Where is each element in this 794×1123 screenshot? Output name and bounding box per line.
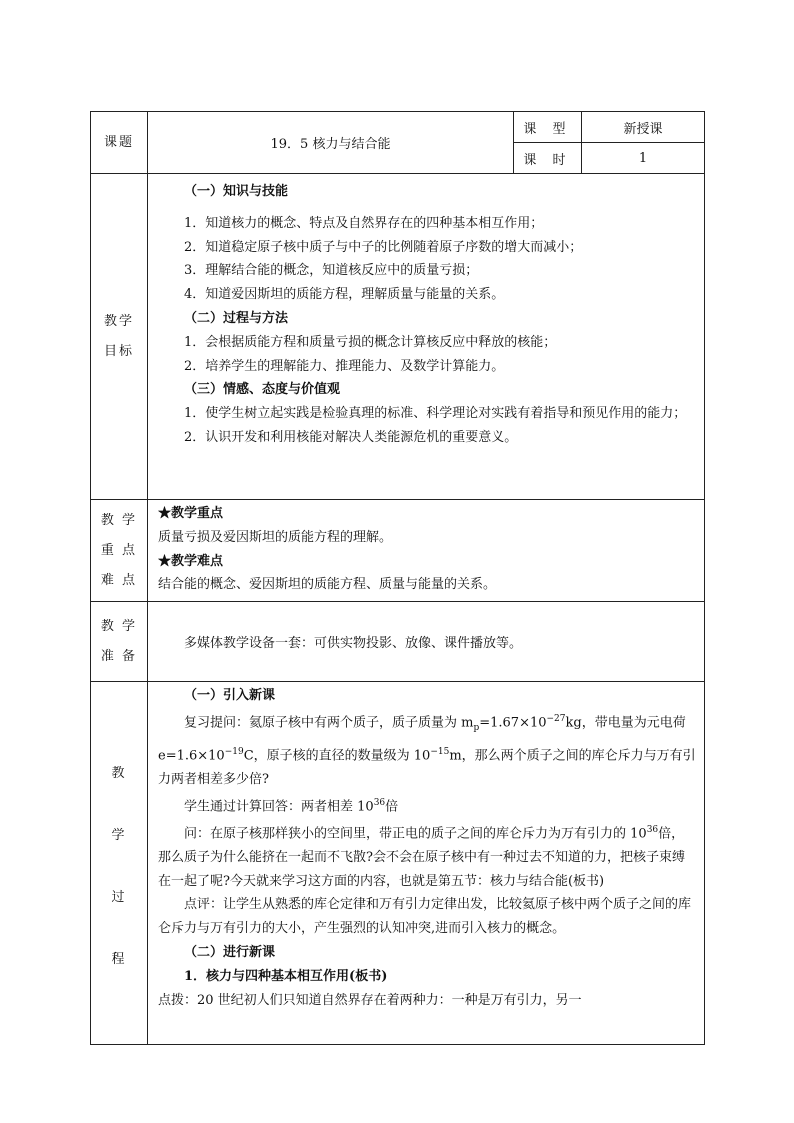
process-label [91, 682, 148, 1045]
hint-text: 点拨：20 世纪初人们只知道自然界存在着两种力：一种是万有引力，另一 [158, 992, 582, 1008]
keypoints-label-line-1: 教 学 [100, 512, 138, 528]
section-1-heading: 1．核力与四种基本相互作用(板书) [184, 968, 388, 984]
focus-heading: ★教学重点 [158, 506, 224, 521]
focus-text: 质量亏损及爱因斯坦的质能方程的理解。 [158, 529, 393, 545]
objectives-heading-attitude: （三）情感、态度与价值观 [184, 382, 341, 398]
objective-item: 1．知道核力的概念、特点及自然界存在的四种基本相互作用； [184, 215, 544, 231]
objectives-label [91, 174, 148, 500]
review-question: 复习提问：氦原子核中有两个质子，质子质量为 $m_p=1.67\times 10^{-27}kg$，带电量为元电荷 $e=1.6\times 10^{-19}C$，原子核的直径的数量级为 $10^{-15}m$，那么两个质子之间的库仑斥力与万有引力两者相差多少倍? [158, 713, 696, 787]
objectives-heading-process: （二）过程与方法 [184, 310, 289, 326]
topic-label: 课题 [91, 112, 148, 174]
objectives-label-line-1: 教学 [103, 313, 134, 329]
objective-item: 2．认识开发和利用核能对解决人类能源危机的重要意义。 [184, 429, 518, 445]
student-answer: 学生通过计算回答：两者相差 $10^{36}$倍 [184, 797, 399, 814]
process-label-line-3: 过 [111, 890, 127, 906]
keypoints-content [148, 500, 705, 602]
keypoints-label [91, 500, 148, 602]
prep-text: 多媒体教学设备一套：可供实物投影、放像、课件播放等。 [184, 636, 523, 652]
process-content [148, 682, 705, 1045]
difficulty-heading: ★教学难点 [158, 553, 224, 569]
hours-value: 1 [582, 143, 705, 174]
teacher-question: 问：在原子核那样狭小的空间里，带正电的质子之间的库仑斥力为万有引力的 $10^{36}$倍，那么质子为什么能挤在一起而不飞散?会不会在原子核中有一种过去不知道的力，把核子束缚在一起了呢?今天就来学习这方面的内容，也就是第五节：核力与结合能(板书) [158, 824, 685, 889]
objective-item: 1．使学生树立起实践是检验真理的标准、科学理论对实践有着指导和预见作用的能力； [184, 406, 687, 422]
process-heading-intro: （一）引入新课 [184, 688, 276, 704]
difficulty-text: 结合能的概念、爱因斯坦的质能方程、质量与能量的关系。 [158, 577, 497, 593]
objective-item: 3．理解结合能的概念，知道核反应中的质量亏损； [184, 263, 479, 279]
prep-label [91, 602, 148, 682]
keypoints-label-line-2: 重 点 [100, 542, 138, 558]
objectives-content [148, 174, 705, 500]
prep-label-line-1: 教 学 [100, 618, 138, 634]
objectives-label-line-2: 目标 [103, 343, 134, 359]
objective-item: 2．知道稳定原子核中质子与中子的比例随着原子序数的增大而减小； [184, 239, 583, 255]
process-label-line-4: 程 [111, 952, 127, 968]
lesson-title: 19．5 核力与结合能 [148, 112, 514, 174]
objective-item: 1．会根据质能方程和质量亏损的概念计算核反应中释放的核能； [184, 334, 557, 350]
type-label: 课 型 [514, 112, 582, 143]
prep-label-line-2: 准 备 [100, 648, 138, 664]
objective-item: 2．培养学生的理解能力、推理能力、及数学计算能力。 [184, 358, 505, 374]
objective-item: 4．知道爱因斯坦的质能方程，理解质量与能量的关系。 [184, 287, 505, 303]
process-label-line-2: 学 [111, 828, 127, 844]
lesson-plan-table [90, 111, 705, 1045]
teacher-comment: 点评：让学生从熟悉的库仑定律和万有引力定律出发，比较氦原子核中两个质子之间的库仑斥力与万有引力的大小，产生强烈的认知冲突,进而引入核力的概念。 [158, 897, 692, 937]
process-heading-new-lesson: （二）进行新课 [184, 945, 276, 961]
type-value: 新授课 [582, 112, 705, 143]
objectives-heading-knowledge: （一）知识与技能 [184, 184, 289, 199]
keypoints-label-line-3: 难 点 [100, 572, 138, 588]
prep-content [148, 602, 705, 682]
hours-label: 课 时 [514, 143, 582, 174]
process-label-line-1: 教 [111, 766, 127, 782]
